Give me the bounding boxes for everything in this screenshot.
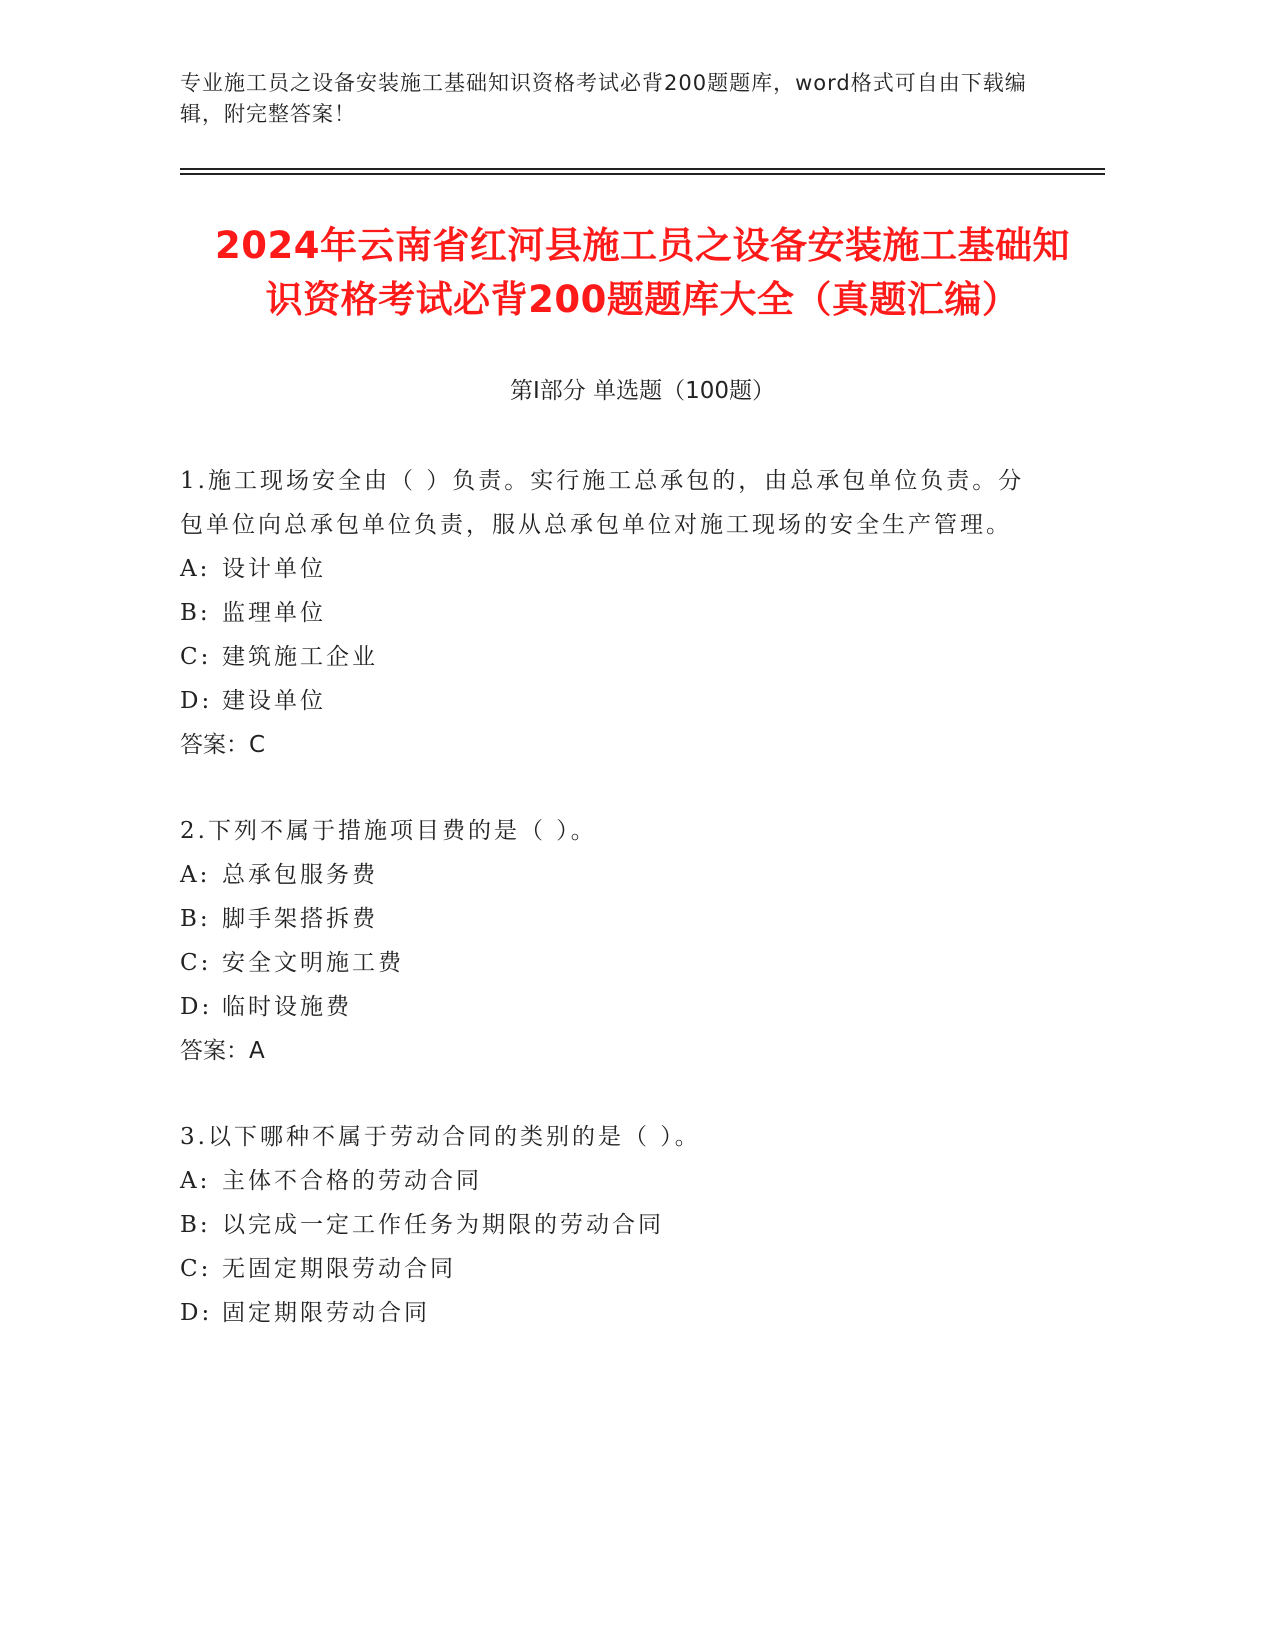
- document-page: [180, 68, 1105, 1377]
- option-letter: B:: [180, 600, 211, 626]
- option-d: [180, 679, 1105, 723]
- answer-label: 答案：: [180, 732, 249, 758]
- option-d: [180, 985, 1105, 1029]
- option-letter: A:: [180, 1168, 211, 1194]
- answer-label: 答案：: [180, 1038, 249, 1064]
- option-letter: B:: [180, 1212, 211, 1238]
- option-b: [180, 897, 1105, 941]
- option-b: [180, 591, 1105, 635]
- answer-value: C: [249, 732, 266, 758]
- answer-value: A: [249, 1038, 265, 1064]
- answer-line: [180, 723, 1105, 767]
- option-letter: A:: [180, 556, 211, 582]
- option-text: 临时设施费: [222, 994, 352, 1020]
- option-letter: B:: [180, 906, 211, 932]
- option-text: 建设单位: [222, 688, 326, 714]
- section-title: 第I部分 单选题（100题）: [510, 378, 775, 404]
- question-1: [180, 459, 1105, 767]
- option-text: 无固定期限劳动合同: [222, 1256, 456, 1282]
- question-stem: 2.下列不属于措施项目费的是（ ）。: [180, 818, 597, 844]
- option-c: [180, 941, 1105, 985]
- question-3: [180, 1115, 1105, 1335]
- question-2: [180, 809, 1105, 1073]
- option-text: 监理单位: [222, 600, 326, 626]
- option-letter: C:: [180, 1256, 212, 1282]
- header-divider: [180, 168, 1105, 175]
- document-title: 2024年云南省红河县施工员之设备安装施工基础知识资格考试必背200题题库大全（真题汇编）: [215, 224, 1070, 321]
- option-letter: D:: [180, 688, 213, 714]
- option-c: [180, 635, 1105, 679]
- option-text: 以完成一定工作任务为期限的劳动合同: [222, 1212, 664, 1238]
- option-text: 固定期限劳动合同: [222, 1300, 430, 1326]
- option-a: [180, 853, 1105, 897]
- option-text: 总承包服务费: [222, 862, 378, 888]
- question-list: [180, 459, 1105, 1335]
- option-a: [180, 1159, 1105, 1203]
- option-c: [180, 1247, 1105, 1291]
- question-stem: 1.施工现场安全由（ ）负责。实行施工总承包的，由总承包单位负责。分包单位向总承包单位负责，服从总承包单位对施工现场的安全生产管理。: [180, 468, 1025, 538]
- option-letter: A:: [180, 862, 211, 888]
- header-note: 专业施工员之设备安装施工基础知识资格考试必背200题题库，word格式可自由下载编辑，附完整答案！: [180, 71, 1027, 126]
- question-stem: 3.以下哪种不属于劳动合同的类别的是（ ）。: [180, 1124, 701, 1150]
- divider-line-top: [180, 168, 1105, 170]
- option-a: [180, 547, 1105, 591]
- answer-line: [180, 1029, 1105, 1073]
- option-letter: D:: [180, 994, 213, 1020]
- divider-line-bottom: [180, 173, 1105, 175]
- option-text: 设计单位: [222, 556, 326, 582]
- option-letter: C:: [180, 644, 212, 670]
- option-text: 建筑施工企业: [222, 644, 378, 670]
- option-text: 脚手架搭拆费: [222, 906, 378, 932]
- option-text: 安全文明施工费: [222, 950, 404, 976]
- option-letter: C:: [180, 950, 212, 976]
- option-letter: D:: [180, 1300, 213, 1326]
- option-text: 主体不合格的劳动合同: [222, 1168, 482, 1194]
- option-b: [180, 1203, 1105, 1247]
- option-d: [180, 1291, 1105, 1335]
